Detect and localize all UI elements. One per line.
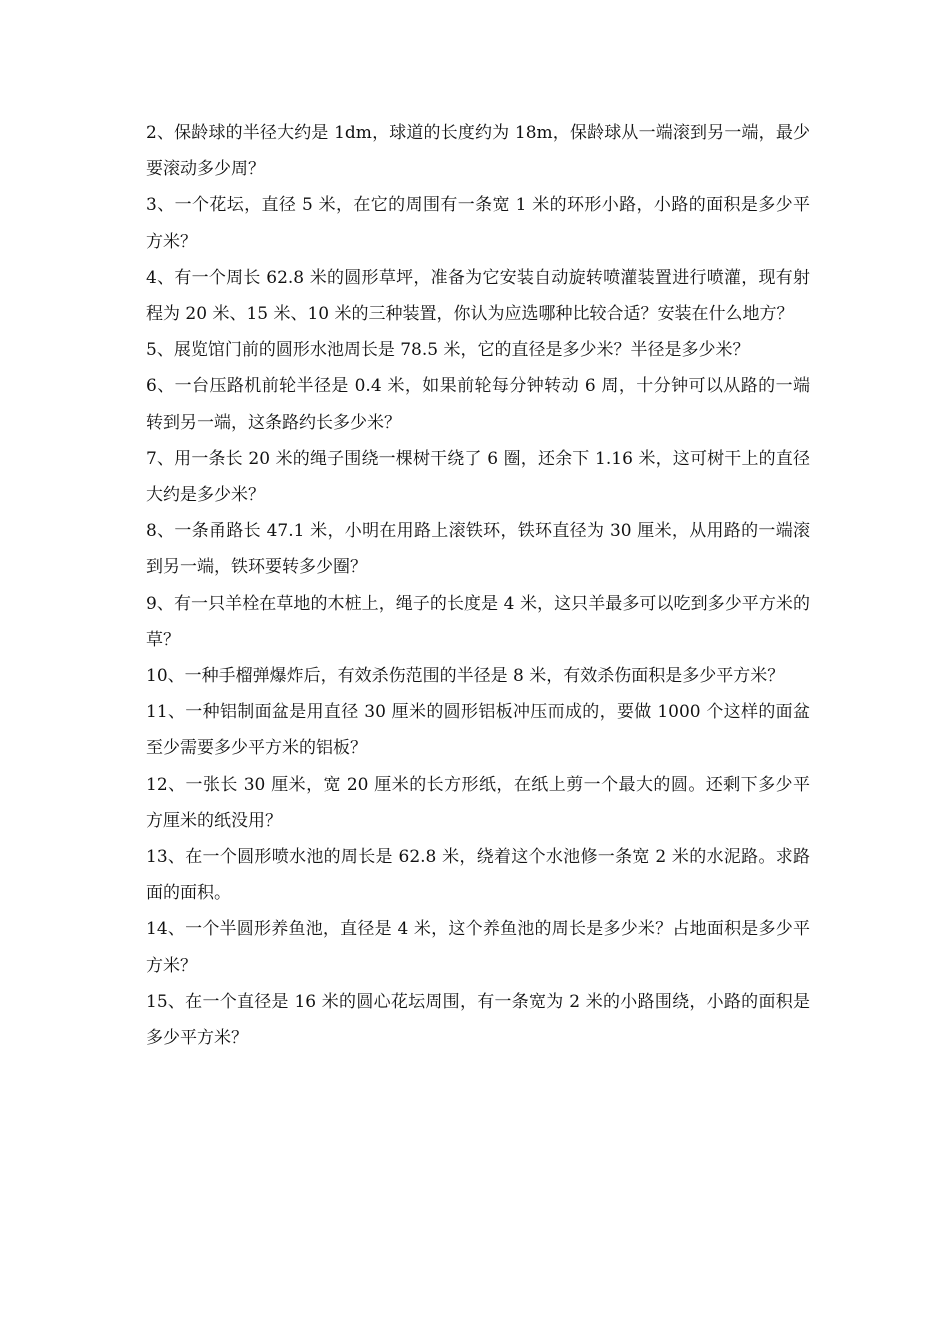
problem-6: 6、一台压路机前轮半径是 0.4 米，如果前轮每分钟转动 6 周，十分钟可以从路的一端转到另一端，这条路约长多少米？ xyxy=(146,376,810,433)
problem-7: 7、用一条长 20 米的绳子围绕一棵树干绕了 6 圈，还余下 1.16 米，这可树干上的直径大约是多少米？ xyxy=(146,448,810,506)
problem-11: 11、一种铝制面盆是用直径 30 厘米的圆形铝板冲压而成的，要做 1000 个这样的面盆至少需要多少平方米的铝板？ xyxy=(146,702,810,759)
problem-5: 5、展览馆门前的圆形水池周长是 78.5 米，它的直径是多少米？半径是多少米？ xyxy=(146,340,750,361)
problem-14: 14、一个半圆形养鱼池，直径是 4 米，这个养鱼池的周长是多少米？占地面积是多少平方米？ xyxy=(146,919,810,976)
problem-12: 12、一张长 30 厘米，宽 20 厘米的长方形纸，在纸上剪一个最大的圆。还剩下多少平方厘米的纸没用？ xyxy=(146,774,810,831)
problem-8: 8、一条甬路长 47.1 米，小明在用路上滚铁环，铁环直径为 30 厘米，从用路的一端滚到另一端，铁环要转多少圈？ xyxy=(146,521,810,578)
problem-9: 9、有一只羊栓在草地的木桩上，绳子的长度是 4 米，这只羊最多可以吃到多少平方米的草？ xyxy=(146,593,810,650)
problem-2: 2、保龄球的半径大约是 1dm，球道的长度约为 18m，保龄球从一端滚到另一端，最少要滚动多少周？ xyxy=(146,123,810,180)
problem-10: 10、一种手榴弹爆炸后，有效杀伤范围的半径是 8 米，有效杀伤面积是多少平方米？ xyxy=(146,666,785,687)
problem-list xyxy=(146,115,810,1056)
problem-3: 3、一个花坛，直径 5 米，在它的周围有一条宽 1 米的环形小路，小路的面积是多少平方米？ xyxy=(146,195,810,252)
problem-15: 15、在一个直径是 16 米的圆心花坛周围，有一条宽为 2 米的小路围绕，小路的面积是多少平方米？ xyxy=(146,991,810,1049)
problem-13: 13、在一个圆形喷水池的周长是 62.8 米，绕着这个水池修一条宽 2 米的水泥路。求路面的面积。 xyxy=(146,847,810,904)
problem-4: 4、有一个周长 62.8 米的圆形草坪，准备为它安装自动旋转喷灌装置进行喷灌，现有射程为 20 米、15 米、10 米的三种装置，你认为应选哪种比较合适？安装在什么地方？ xyxy=(146,267,810,325)
